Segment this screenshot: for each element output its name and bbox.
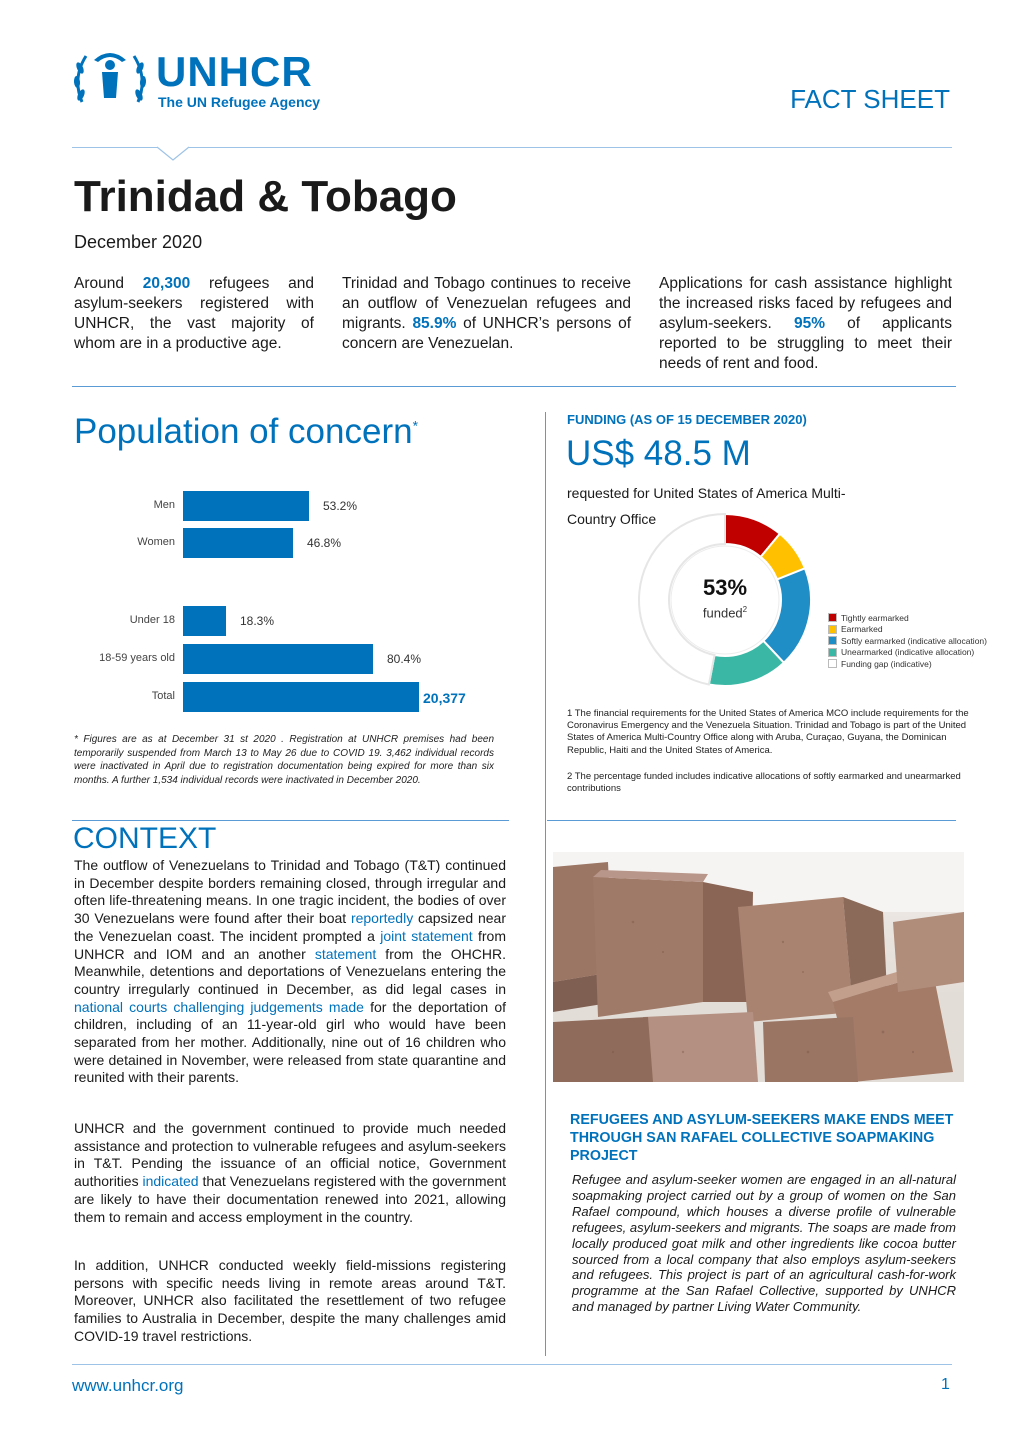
funding-donut-chart (630, 505, 820, 695)
bar-value-label: 80.4% (387, 652, 422, 666)
soap-bars-photo (553, 852, 964, 1082)
context-text: that Venezuelans registered with the government are likely to have their documentation renewed into 2021, allowing them to remain and access employment in the country. (74, 1173, 506, 1225)
intro-col-1: Around 20,300 refugees and asylum-seekers registered with UNHCR, the vast majority of whom are in a productive age. (74, 275, 315, 352)
legend-item (828, 612, 1008, 624)
funding-footnote-2: 2 The percentage funded includes indicative allocations of softly earmarked and unearmarked contributions (567, 771, 961, 795)
population-bar-chart (50, 478, 520, 718)
funding-amount: US$ 48.5 M (566, 434, 751, 473)
doc-type: FACT SHEET (790, 84, 950, 114)
context-heading: CONTEXT (73, 822, 217, 855)
bar-category-label: Total (151, 690, 175, 702)
funding-requested: requested for United States of America Multi-Country Office (567, 485, 846, 527)
story-heading: REFUGEES AND ASYLUM-SEEKERS MAKE ENDS MEET THROUGH SAN RAFAEL COLLECTIVE SOAPMAKING PROJECT (570, 1112, 954, 1164)
legend-swatch (828, 636, 837, 645)
brand-name: UNHCR (156, 48, 313, 95)
bar-value-label: 20,377 (423, 690, 466, 706)
bar-category-label: Women (137, 536, 175, 548)
page-number: 1 (941, 1376, 950, 1393)
column-divider (545, 412, 546, 1356)
population-heading: Population of concern* (74, 412, 419, 451)
context-text: from UNHCR and IOM and an another (74, 927, 506, 962)
footer-url-link[interactable]: www.unhcr.org (72, 1376, 184, 1395)
legend-label: Softly earmarked (indicative allocation) (841, 635, 987, 646)
bar-category-label: Under 18 (129, 614, 175, 626)
intro-highlight: 95% (793, 315, 825, 332)
bar-total (183, 682, 419, 712)
legend-item (828, 624, 1008, 636)
context-link[interactable]: reportedly (350, 910, 414, 927)
context-text: from the OHCHR. Meanwhile, detentions and deportations of Venezuelans entering the country irregularly continued in December, as did legal cases in (74, 945, 506, 997)
legend-swatch (828, 613, 837, 622)
context-text: capsized near the Venezuelan coast. The incident prompted a (74, 910, 506, 944)
funding-label: FUNDING (AS OF 15 DECEMBER 2020) (567, 412, 807, 427)
bar-women (183, 528, 293, 558)
header-divider (72, 147, 952, 148)
legend-item (828, 635, 1008, 647)
intro-highlight: 85.9% (412, 315, 457, 332)
donut-center-label: funded$^2$ (702, 605, 748, 621)
legend-swatch (828, 648, 837, 657)
bar-category-label: 18-59 years old (99, 652, 175, 664)
donut-center-value: 53% (702, 575, 748, 600)
soap-bars-illustration-icon (553, 852, 964, 1082)
legend-item (828, 647, 1008, 659)
intro-col-3: Applications for cash assistance highlight the increased risks faced by refugees and asylum-seekers. 95% of applicants reported to be struggling to meet their needs of rent and food. (659, 275, 952, 372)
context-link[interactable]: statement (314, 945, 377, 962)
bar-under-18 (183, 606, 226, 636)
legend-label: Tightly earmarked (841, 612, 909, 623)
bar-men (183, 491, 309, 521)
chevron-down-icon (156, 146, 190, 162)
legend-item (828, 658, 1008, 670)
bar-18-59-years-old (183, 644, 373, 674)
population-footnote: * Figures are as at December 31 st 2020 . Registration at UNHCR premises had been temporarily suspended from March 13 to May 26 due to COVID 19. 3,462 individual records were inactivated in April due to registration documentation being expired for more than six months. A further 1,534 individual records were inactivated in December 2020. (74, 734, 494, 786)
brand-tagline: The UN Refugee Agency (158, 94, 321, 110)
unhcr-emblem-icon (72, 48, 148, 110)
context-link[interactable]: national courts challenging judgements made (74, 998, 364, 1015)
context-paragraph-2 (74, 1120, 506, 1226)
legend-label: Funding gap (indicative) (841, 658, 932, 669)
intro-divider (72, 386, 956, 387)
donut-legend (828, 612, 1008, 670)
context-paragraph-1 (74, 857, 506, 1087)
page-title: Trinidad & Tobago (74, 172, 457, 221)
funding-footnote-1: 1 The financial requirements for the United States of America MCO include requirements for the Coronavirus Emergency and the Venezuela Situation. Trinidad and Tobago is part of the United States of America Multi-Country Office along with Aruba, Curaçao, Guyana, the Dominican Republic, Haiti and the United States of America. (567, 708, 969, 756)
unhcr-logo (72, 48, 342, 112)
context-link[interactable]: joint statement (380, 927, 473, 944)
legend-label: Unearmarked (indicative allocation) (841, 647, 975, 658)
bar-value-label: 18.3% (240, 614, 275, 628)
bar-value-label: 46.8% (307, 536, 342, 550)
context-text: UNHCR and the government continued to provide much needed assistance and protection to vulnerable refugees and asylum-seekers in T&T. Pending the issuance of an official notice, Government authorities (74, 1120, 506, 1190)
context-text: The outflow of Venezuelans to Trinidad and Tobago (T&T) continued in December despite borders remaining closed, through irregular and often life-threatening means. In one tragic incident, the bodies of over 30 Venezuelans were found after their boat (74, 857, 506, 927)
page-date: December 2020 (74, 232, 203, 252)
bar-value-label: 53.2% (323, 499, 358, 513)
intro-col-2: Trinidad and Tobago continues to receive an outflow of Venezuelan refugees and migrants. 85.9% of UNHCR’s persons of concern are Venezuelan. (342, 275, 631, 352)
legend-swatch (828, 625, 837, 634)
story-body: Refugee and asylum-seeker women are engaged in an all-natural soapmaking project carried out by a group of women on the San Rafael compound, which houses a diverse profile of vulnerable refugees, asylum-seekers and migrants. The soaps are made from locally produced goat milk and other ingredients like cocoa butter sourced from a local company that also employs asylum-seekers and refugees. This project is part of an agricultural cash-for-work programme at the San Rafael Collective, supported by UNHCR and managed by partner Living Water Community. (572, 1172, 956, 1315)
legend-swatch (828, 659, 837, 668)
funding-divider (547, 820, 956, 821)
footer-divider (72, 1364, 952, 1365)
intro-highlight: 20,300 (142, 275, 191, 292)
legend-label: Earmarked (841, 624, 883, 635)
context-paragraph-3 (74, 1257, 506, 1346)
bar-category-label: Men (153, 499, 175, 511)
population-divider (72, 820, 509, 821)
context-text: for the deportation of children, including of an 11-year-old girl who would have been separated from her mother. Additionally, nine out of 16 children who were detained in November, were released from state quarantine and reunited with their parents. (74, 998, 506, 1086)
context-link[interactable]: indicated (142, 1173, 199, 1190)
context-text: In addition, UNHCR conducted weekly field-missions registering persons with specific needs living in remote areas around T&T. Moreover, UNHCR also facilitated the resettlement of two refugee families to Australia in December, despite the many challenges amid COVID-19 travel restrictions. (74, 1257, 506, 1344)
